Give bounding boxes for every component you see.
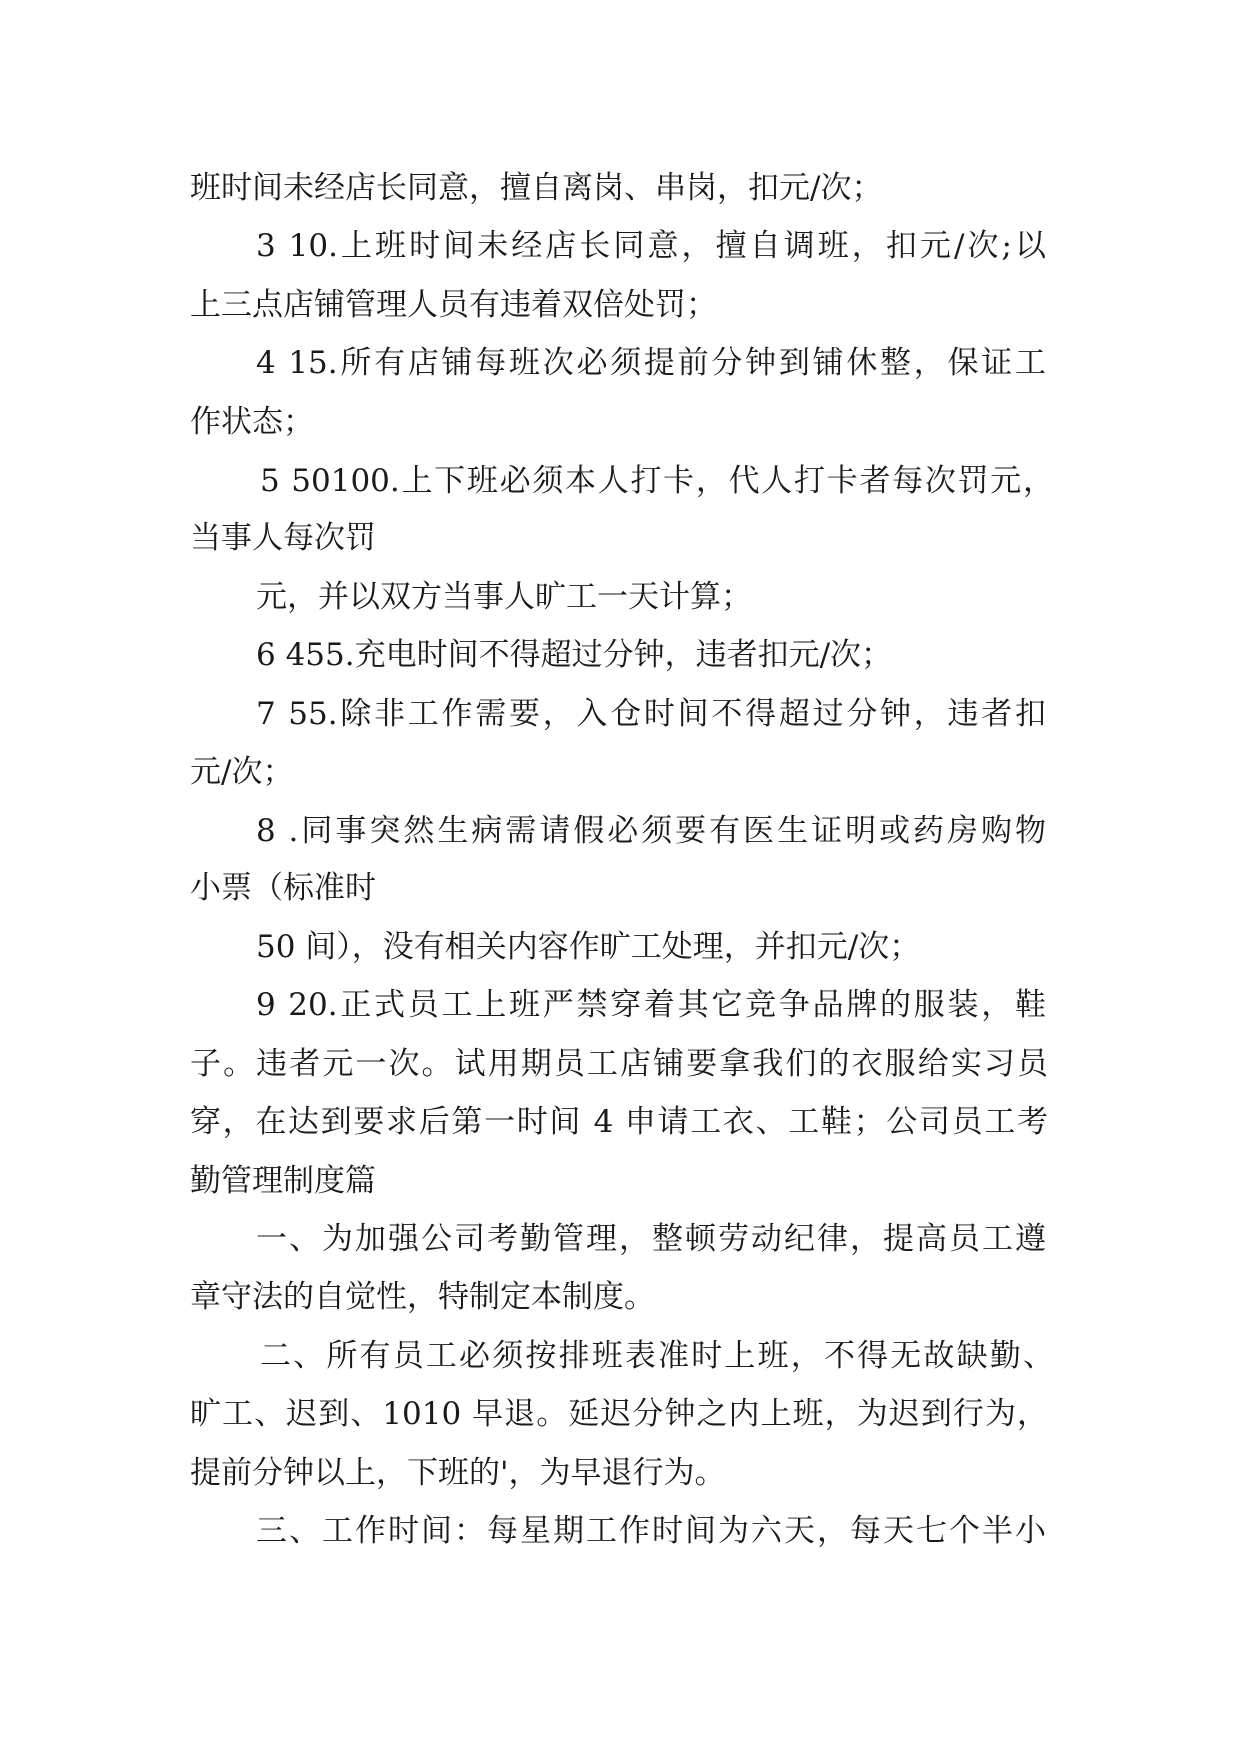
text-line: 元/次；	[190, 754, 294, 790]
text-line: 穿，在达到要求后第一时间 4 申请工衣、工鞋；公司员工考	[190, 1104, 1048, 1140]
text-line: 上三点店铺管理人员有违着双倍处罚；	[190, 287, 717, 323]
text-line: 50 间），没有相关内容作旷工处理，并扣元/次；	[256, 929, 921, 965]
text-line: 6 455.充电时间不得超过分钟，违者扣元/次；	[256, 637, 893, 673]
text-line: 一、为加强公司考勤管理，整顿劳动纪律，提高员工遵	[256, 1221, 1046, 1257]
text-line: 5 50100.上下班必须本人打卡，代人打卡者每次罚元，	[260, 463, 1054, 499]
text-line: 二、所有员工必须按排班表准时上班，不得无故缺勤、	[260, 1338, 1054, 1374]
text-line: 元，并以双方当事人旷工一天计算；	[256, 579, 752, 615]
text-line: 7 55.除非工作需要，入仓时间不得超过分钟，违者扣	[256, 696, 1046, 732]
text-line: 章守法的自觉性，特制定本制度。	[190, 1279, 655, 1315]
text-line: 班时间未经店长同意，擅自离岗、串岗，扣元/次；	[190, 170, 883, 206]
text-line: 勤管理制度篇	[190, 1163, 376, 1199]
text-line: 子。违者元一次。试用期员工店铺要拿我们的衣服给实习员	[190, 1046, 1048, 1082]
text-line: 小票（标准时	[190, 870, 376, 906]
text-line: 3 10.上班时间未经店长同意，擅自调班，扣元/次;以	[256, 228, 1046, 264]
text-line: 三、工作时间：每星期工作时间为六天，每天七个半小	[256, 1513, 1046, 1549]
text-line: 提前分钟以上，下班的'，为早退行为。	[190, 1455, 726, 1491]
text-line: 4 15.所有店铺每班次必须提前分钟到铺休整，保证工	[256, 345, 1046, 381]
text-line: 9 20.正式员工上班严禁穿着其它竞争品牌的服装，鞋	[256, 987, 1046, 1023]
text-line: 8 .同事突然生病需请假必须要有医生证明或药房购物	[256, 813, 1046, 849]
text-line: 旷工、迟到、1010 早退。延迟分钟之内上班，为迟到行为，	[190, 1396, 1048, 1432]
text-line: 作状态；	[190, 404, 314, 440]
text-line: 当事人每次罚	[190, 520, 376, 556]
